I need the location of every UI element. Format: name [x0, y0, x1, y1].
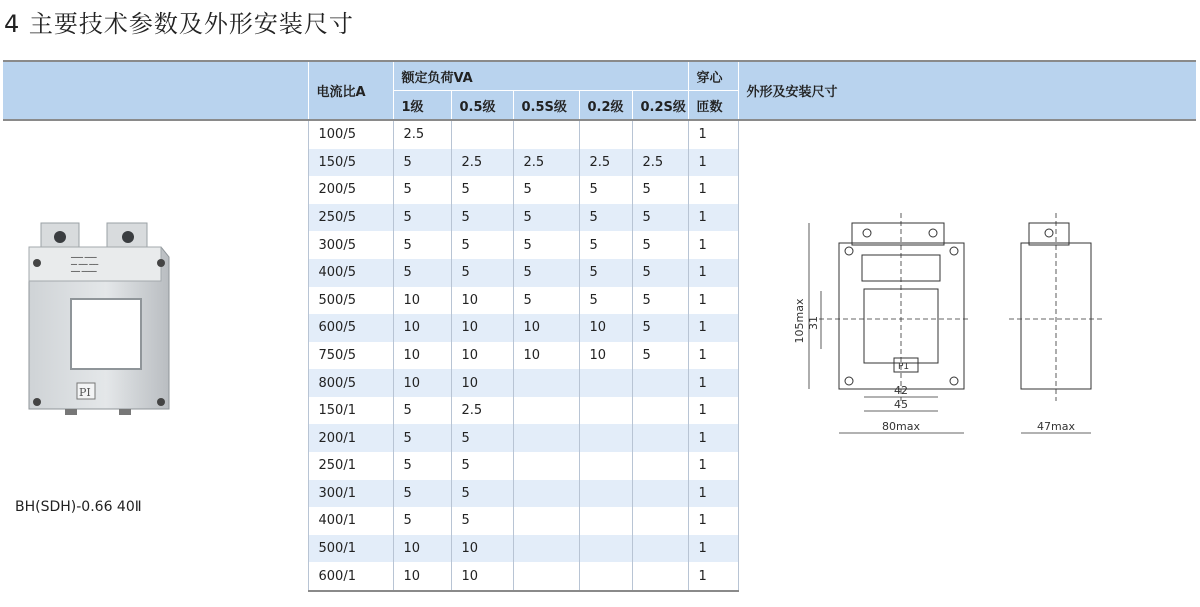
load-cell: 10: [393, 342, 451, 370]
load-cell: [513, 480, 579, 508]
ratio-cell: 150/5: [308, 149, 393, 177]
turns-cell: 1: [688, 480, 738, 508]
load-cell: [579, 397, 632, 425]
load-cell: 5: [579, 231, 632, 259]
grade-header-0-5s: 0.5S级: [513, 91, 579, 121]
load-cell: [579, 120, 632, 149]
load-cell: 5: [632, 314, 688, 342]
ratio-cell: 150/1: [308, 397, 393, 425]
ratio-cell: 100/5: [308, 120, 393, 149]
load-cell: 5: [632, 342, 688, 370]
turns-cell: 1: [688, 424, 738, 452]
grade-header-0-5: 0.5级: [451, 91, 513, 121]
ratio-cell: 400/5: [308, 259, 393, 287]
load-cell: 5: [513, 231, 579, 259]
load-cell: [513, 452, 579, 480]
load-cell: [632, 507, 688, 535]
ratio-cell: 500/5: [308, 287, 393, 315]
load-cell: 5: [632, 204, 688, 232]
ratio-cell: 250/1: [308, 452, 393, 480]
load-cell: 5: [451, 259, 513, 287]
load-cell: [632, 535, 688, 563]
load-cell: [513, 424, 579, 452]
load-cell: [513, 369, 579, 397]
turns-header-bottom: 匝数: [688, 91, 738, 121]
load-cell: 5: [513, 287, 579, 315]
rated-load-header: 额定负荷VA: [393, 61, 688, 91]
dimension-drawing: [769, 211, 1109, 451]
load-cell: 10: [393, 369, 451, 397]
load-cell: 10: [451, 342, 513, 370]
load-cell: [513, 535, 579, 563]
ratio-cell: 300/1: [308, 480, 393, 508]
turns-cell: 1: [688, 369, 738, 397]
load-cell: 5: [579, 259, 632, 287]
grade-header-0-2s: 0.2S级: [632, 91, 688, 121]
load-cell: 5: [579, 176, 632, 204]
svg-text:━━ ━━━ ━━━: ━━ ━━━ ━━━: [71, 262, 99, 268]
load-cell: 10: [393, 287, 451, 315]
load-cell: [451, 120, 513, 149]
load-cell: 10: [579, 314, 632, 342]
product-photo-cell: [3, 120, 308, 591]
load-cell: 5: [393, 259, 451, 287]
load-cell: [632, 120, 688, 149]
load-cell: 2.5: [451, 149, 513, 177]
load-cell: 5: [451, 424, 513, 452]
turns-cell: 1: [688, 314, 738, 342]
load-cell: 10: [579, 342, 632, 370]
load-cell: [513, 397, 579, 425]
load-cell: 5: [579, 287, 632, 315]
dim-mount-width-label: 45: [893, 398, 908, 411]
load-cell: [513, 120, 579, 149]
turns-cell: 1: [688, 120, 738, 149]
load-cell: 5: [393, 204, 451, 232]
turns-cell: 1: [688, 231, 738, 259]
load-cell: 10: [393, 562, 451, 591]
turns-cell: 1: [688, 452, 738, 480]
ratio-cell: 200/1: [308, 424, 393, 452]
page-title: 4 主要技术参数及外形安装尺寸: [4, 10, 354, 38]
load-cell: 10: [513, 314, 579, 342]
load-cell: [513, 562, 579, 591]
load-cell: 10: [393, 314, 451, 342]
load-cell: 2.5: [579, 149, 632, 177]
current-ratio-header: 电流比A: [308, 61, 393, 120]
load-cell: 10: [451, 369, 513, 397]
load-cell: 10: [513, 342, 579, 370]
dim-body-width-label: 80max: [881, 420, 920, 433]
turns-cell: 1: [688, 562, 738, 591]
turns-cell: 1: [688, 507, 738, 535]
spec-table: [3, 60, 1196, 592]
image-column-header: [3, 61, 308, 120]
load-cell: 5: [393, 480, 451, 508]
load-cell: [579, 507, 632, 535]
svg-text:━━━━ ━━━━: ━━━━ ━━━━: [71, 255, 97, 261]
ratio-cell: 600/5: [308, 314, 393, 342]
turns-cell: 1: [688, 259, 738, 287]
turns-cell: 1: [688, 535, 738, 563]
load-cell: 5: [393, 176, 451, 204]
load-cell: 5: [393, 452, 451, 480]
load-cell: [579, 369, 632, 397]
load-cell: [632, 452, 688, 480]
load-cell: 5: [513, 176, 579, 204]
dim-height-label: 105max: [792, 298, 806, 344]
load-cell: 5: [393, 424, 451, 452]
load-cell: [632, 397, 688, 425]
load-cell: 5: [393, 231, 451, 259]
load-cell: 10: [393, 535, 451, 563]
turns-cell: 1: [688, 176, 738, 204]
load-cell: 5: [451, 480, 513, 508]
load-cell: 5: [451, 452, 513, 480]
load-cell: 5: [451, 204, 513, 232]
ratio-cell: 400/1: [308, 507, 393, 535]
load-cell: 5: [513, 259, 579, 287]
load-cell: [632, 369, 688, 397]
load-cell: 5: [451, 231, 513, 259]
ratio-cell: 600/1: [308, 562, 393, 591]
turns-cell: 1: [688, 397, 738, 425]
load-cell: 10: [451, 314, 513, 342]
model-label: BH(SDH)-0.66 40Ⅱ: [15, 499, 142, 515]
load-cell: 5: [451, 176, 513, 204]
load-cell: 10: [451, 562, 513, 591]
turns-header-top: 穿心: [688, 61, 738, 91]
turns-cell: 1: [688, 287, 738, 315]
turns-cell: 1: [688, 204, 738, 232]
table-row: [3, 120, 1196, 149]
load-cell: 2.5: [632, 149, 688, 177]
product-photo: [21, 217, 181, 422]
load-cell: 5: [632, 287, 688, 315]
load-cell: 5: [579, 204, 632, 232]
dimension-drawing-cell: [738, 120, 1196, 591]
load-cell: 5: [632, 231, 688, 259]
load-cell: [632, 424, 688, 452]
ratio-cell: 500/1: [308, 535, 393, 563]
grade-header-0-2: 0.2级: [579, 91, 632, 121]
load-cell: 5: [393, 149, 451, 177]
dim-depth-label: 47max: [1036, 420, 1075, 433]
load-cell: [579, 452, 632, 480]
svg-text:━━━ ━━━━━: ━━━ ━━━━━: [71, 269, 97, 275]
load-cell: [632, 562, 688, 591]
load-cell: 5: [393, 507, 451, 535]
ratio-cell: 800/5: [308, 369, 393, 397]
load-cell: 5: [632, 259, 688, 287]
dim-window-width-label: 42: [893, 384, 908, 397]
load-cell: 2.5: [393, 120, 451, 149]
ratio-cell: 750/5: [308, 342, 393, 370]
load-cell: 5: [451, 507, 513, 535]
ratio-cell: 300/5: [308, 231, 393, 259]
nameplate-logo: PI: [79, 386, 91, 399]
load-cell: [579, 424, 632, 452]
load-cell: [579, 562, 632, 591]
ratio-cell: 200/5: [308, 176, 393, 204]
load-cell: 5: [632, 176, 688, 204]
dim-window-height-label: 31: [806, 316, 820, 330]
turns-cell: 1: [688, 149, 738, 177]
load-cell: [513, 507, 579, 535]
load-cell: 10: [451, 535, 513, 563]
load-cell: [579, 480, 632, 508]
load-cell: 5: [513, 204, 579, 232]
load-cell: [632, 480, 688, 508]
load-cell: [579, 535, 632, 563]
load-cell: 2.5: [513, 149, 579, 177]
load-cell: 5: [393, 397, 451, 425]
grade-header-1: 1级: [393, 91, 451, 121]
turns-cell: 1: [688, 342, 738, 370]
load-cell: 2.5: [451, 397, 513, 425]
load-cell: 10: [451, 287, 513, 315]
p1-mark: P1: [897, 362, 909, 372]
dimensions-header: 外形及安装尺寸: [738, 61, 1196, 120]
ratio-cell: 250/5: [308, 204, 393, 232]
